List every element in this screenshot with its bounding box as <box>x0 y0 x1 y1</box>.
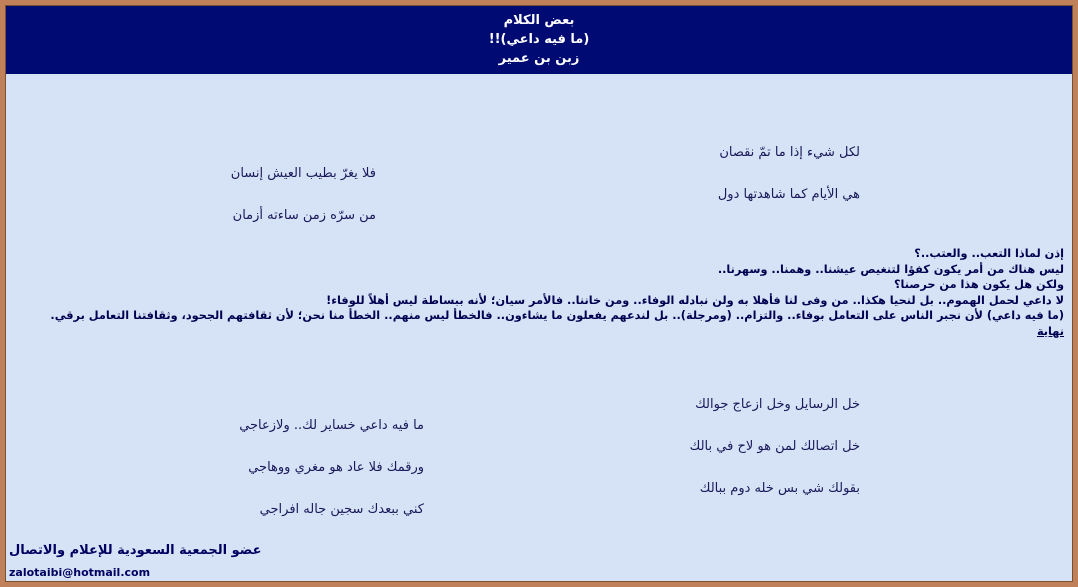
body-line: ليس هناك من أمر يكون كفؤا لتنغيص عيشنا.. وهمنا.. وسهرنا.. <box>717 262 1064 276</box>
end-marker: نهاية <box>1036 324 1064 338</box>
article-title: (ما فيه داعي)!! <box>488 32 590 47</box>
body-line: إذن لماذا التعب.. والعتب..؟ <box>914 247 1064 260</box>
author-signature: عضو الجمعية السعودية للإعلام والاتصال <box>9 543 262 558</box>
poem2-left-line2: ورقمك فلا عاد هو مغري ووهاجي <box>248 460 424 475</box>
body-line: لا داعي لحمل الهموم.. بل لنحيا هكذا.. من وفى لنا فأهلا به ولن نبادله الوفاء.. ومن خاننا.. فالأمر سيان؛ لأنه ببساطة ليس أهلاً للوفاء! <box>326 293 1064 307</box>
poem1-left-line1: فلا يغرّ بطيب العيش إنسان <box>230 166 376 181</box>
poem2-left-line1: ما فيه داعي خساير لك.. ولازعاجي <box>239 418 424 433</box>
poem2-left-line3: كني ببعدك سجين جاله افراجي <box>259 502 424 517</box>
author-email: zalotaibi@hotmail.com <box>9 566 151 579</box>
poem1-right-line1: لكل شيء إذا ما تمّ نقصان <box>719 145 860 160</box>
article-header <box>6 6 1072 74</box>
poem1-right-line2: هي الأيام كما شاهدتها دول <box>717 187 860 202</box>
body-line: (ما فيه داعي) لأن نجبر الناس على التعامل بوفاء.. والتزام.. (ومرجلة).. بل لندعهم يفعلون ما يشاءون.. فالخطأ ليس منهم.. الخطأ منا نحن؛ لأن ثقافتهم الجحود، وثقافتنا التعامل برقي. <box>50 309 1064 323</box>
poem1-left-line2: من سرّه زمن ساءته أزمان <box>232 208 376 223</box>
poem2-right-line1: خل الرسايل وخل ازعاج جوالك <box>695 397 860 412</box>
body-line: ولكن هل يكون هذا من حرصنا؟ <box>894 278 1064 292</box>
article-frame <box>5 5 1073 582</box>
article-body <box>24 246 1064 340</box>
author-name: زبن بن عمير <box>498 51 580 66</box>
column-title: بعض الكلام <box>503 13 575 28</box>
poem2-right-line2: خل اتصالك لمن هو لاح في بالك <box>689 439 860 454</box>
poem2-right-line3: بقولك شي بس خله دوم ببالك <box>699 481 860 496</box>
